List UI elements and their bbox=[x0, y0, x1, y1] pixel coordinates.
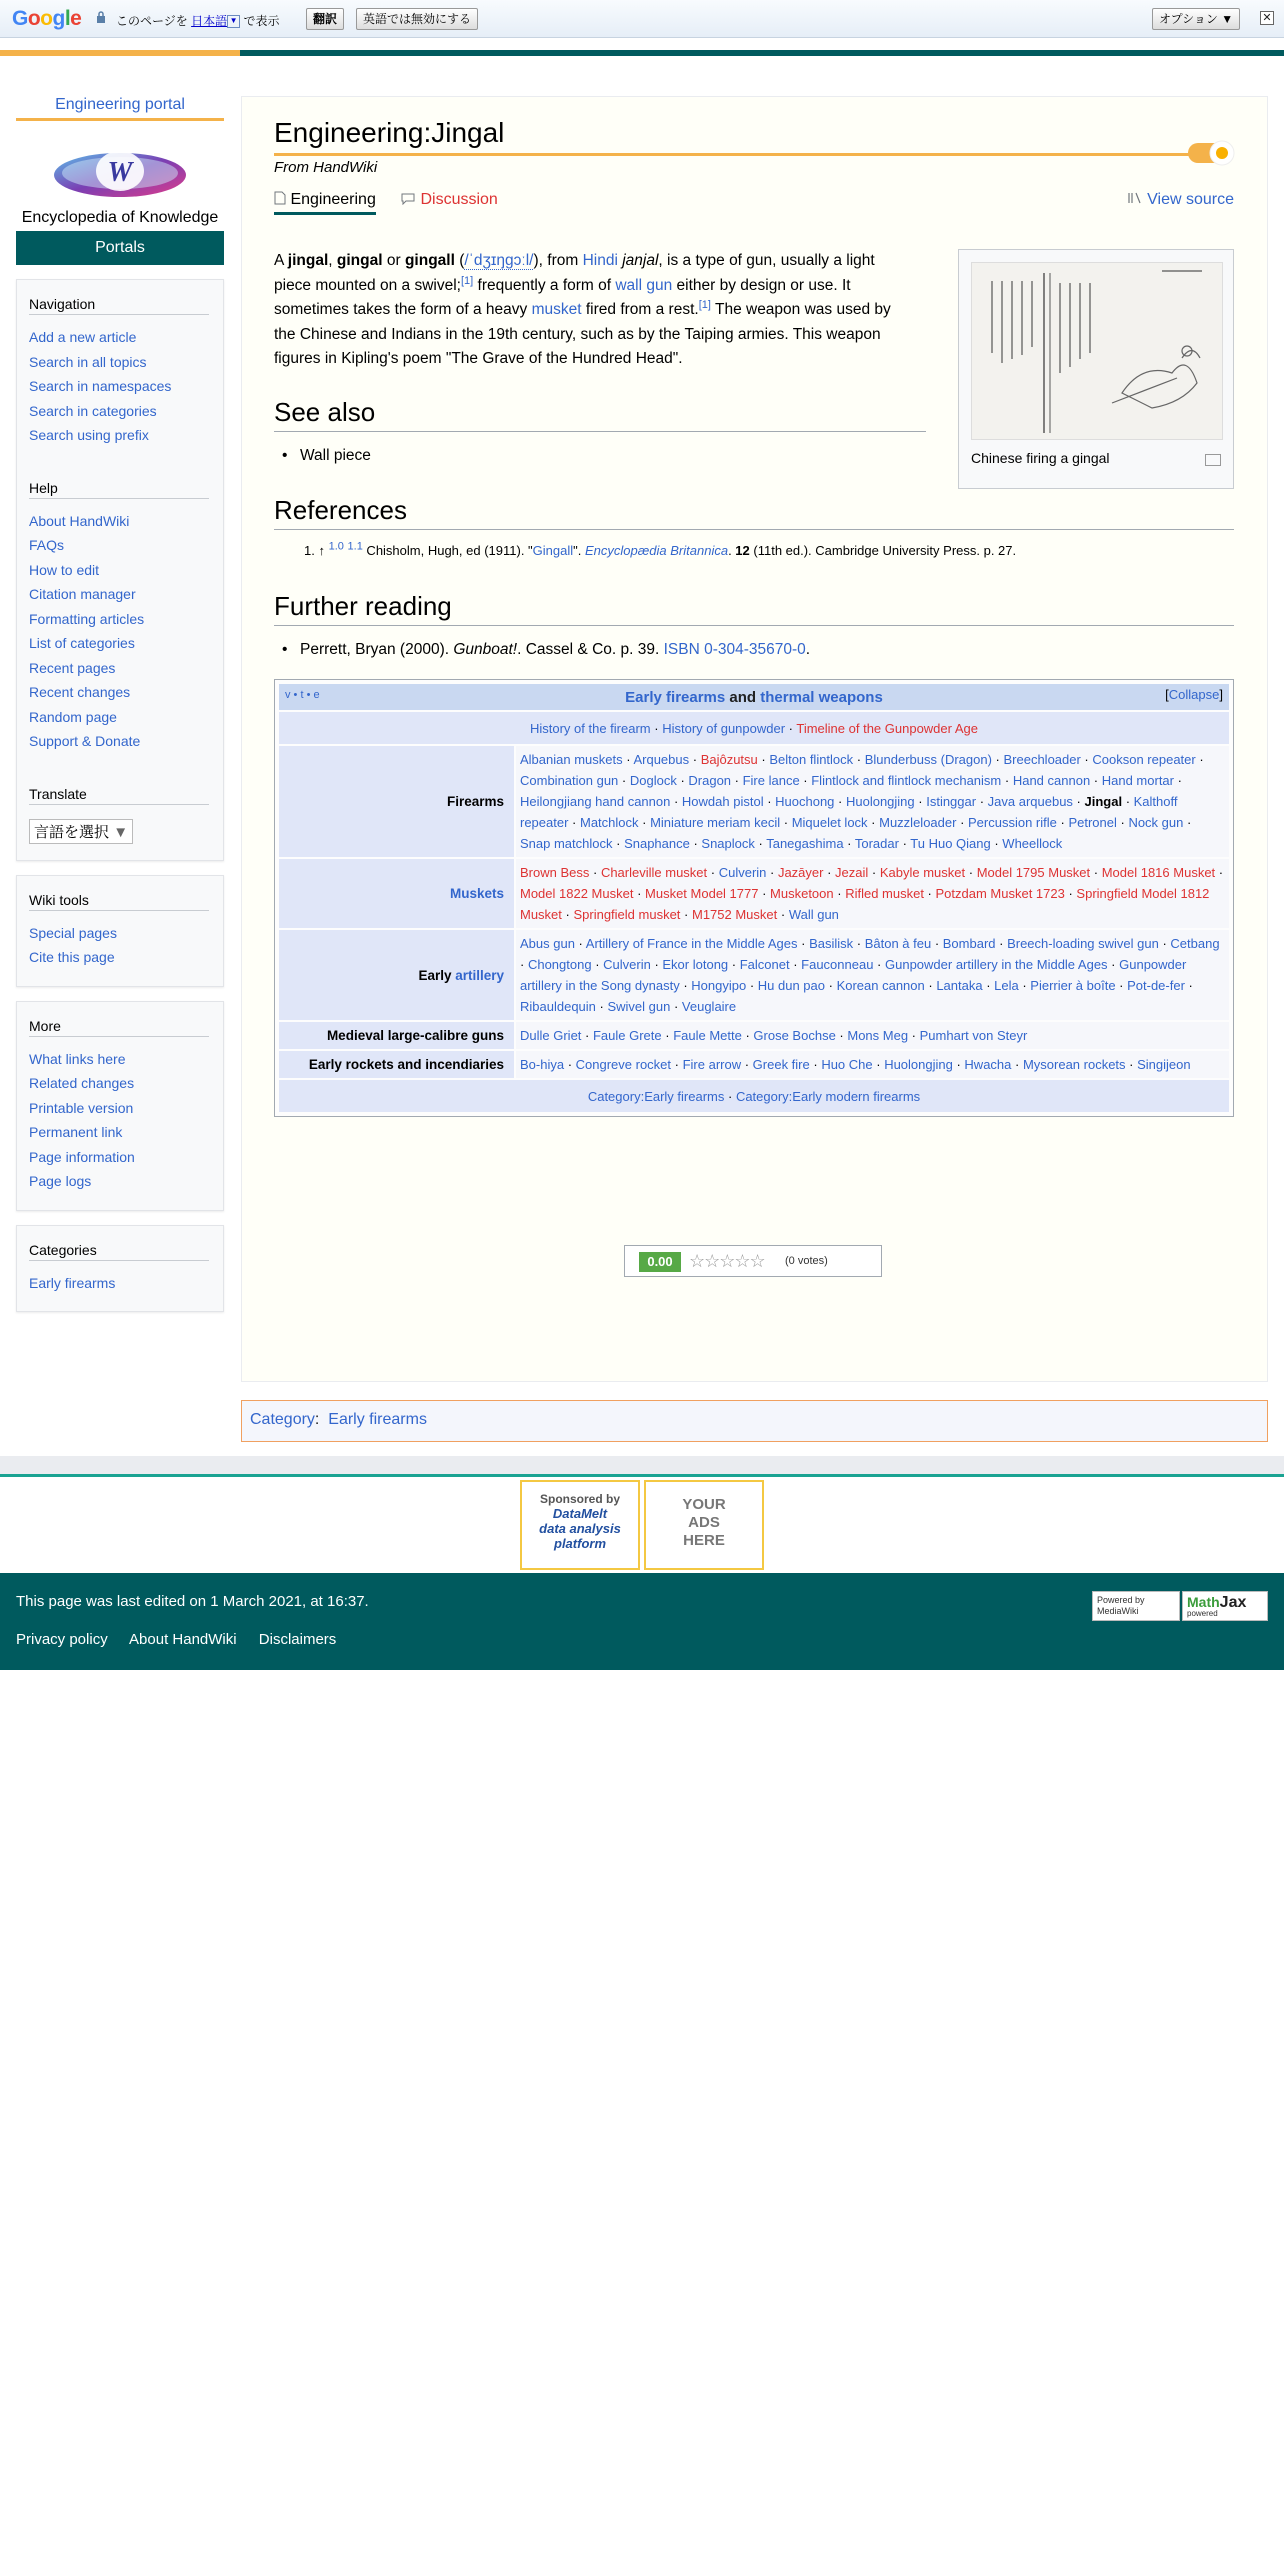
navbox-group-link[interactable]: Muskets bbox=[449, 886, 504, 901]
navbox-item-link[interactable]: Swivel gun bbox=[607, 999, 671, 1014]
navbox-item-link[interactable]: Huo Che bbox=[821, 1057, 873, 1072]
about-handwiki-link[interactable]: About HandWiki bbox=[129, 1631, 237, 1648]
navigation-heading: Navigation bbox=[29, 296, 209, 315]
navbox-item-link[interactable]: Springfield musket bbox=[573, 907, 681, 922]
sidebar-item-permanent-link[interactable]: Permanent link bbox=[29, 1124, 123, 1140]
navbox-item-link[interactable]: Tanegashima bbox=[766, 836, 844, 851]
sidebar-item-random-page[interactable]: Random page bbox=[29, 708, 117, 725]
page-icon bbox=[274, 191, 286, 205]
handwiki-logo[interactable] bbox=[50, 143, 190, 207]
navbox-group-label: Firearms bbox=[279, 746, 514, 857]
navbox-item-link[interactable]: Rifled musket bbox=[845, 886, 924, 901]
navbox-item-link[interactable]: Wheellock bbox=[1002, 836, 1063, 851]
navbox-item-link[interactable]: Breech-loading swivel gun bbox=[1007, 936, 1159, 951]
sidebar-more-box bbox=[16, 1001, 224, 1211]
navbox-item-link[interactable]: Pot-de-fer bbox=[1127, 978, 1185, 993]
discussion-icon bbox=[400, 191, 416, 205]
navbox-item-link[interactable]: Model 1822 Musket bbox=[520, 886, 634, 901]
gingall-link[interactable]: Gingall bbox=[532, 543, 574, 558]
navbox-row bbox=[279, 1022, 1229, 1049]
portals-button[interactable]: Portals bbox=[16, 231, 224, 265]
navbox-item-link[interactable]: Congreve rocket bbox=[575, 1057, 672, 1072]
top-band bbox=[0, 50, 1284, 56]
navbox-item-link[interactable]: Musketoon bbox=[770, 886, 834, 901]
sidebar-item-search-all[interactable]: Search in all topics bbox=[29, 353, 147, 370]
navbox-item-link[interactable]: Kalthoff repeater bbox=[520, 794, 1178, 830]
sidebar-item-search-categories[interactable]: Search in categories bbox=[29, 402, 157, 419]
navbox-row bbox=[279, 859, 1229, 928]
navbox-item-link[interactable]: Snap matchlock bbox=[520, 836, 613, 851]
navbox-item-link[interactable]: Jezail bbox=[835, 865, 869, 880]
sidebar bbox=[16, 96, 224, 1312]
musket-link[interactable]: musket bbox=[531, 301, 582, 318]
from-handwiki: From HandWiki bbox=[274, 159, 378, 176]
navbox-current-item: Jingal bbox=[1084, 794, 1123, 809]
last-edited: This page was last edited on 1 March 2021, at 16:37. bbox=[16, 1593, 369, 1610]
navbox-item-link[interactable]: Pumhart von Steyr bbox=[919, 1028, 1028, 1043]
navbox-item-link[interactable]: Hu dun pao bbox=[757, 978, 825, 993]
navbox-item-link[interactable]: Albanian muskets bbox=[520, 752, 623, 767]
article-intro: A jingal, gingal or gingall (/ˈdʒɪŋɡɔːl/), from Hindi janjal, is a type of gun, usually a light piece mounted on a swivel;[1] frequently a form of wall gun either by design or use. It sometimes takes the form of a heavy musket fired from a rest.[1] The weapon was used by the Chinese and Indians in the 19th century, such as by the Taiping armies. This weapon figures in Kipling's poem "The Grave of the Hundred Head". bbox=[274, 252, 891, 367]
navbox-item-link[interactable]: Bajôzutsu bbox=[700, 752, 758, 767]
navbox-item-link[interactable]: Heilongjiang hand cannon bbox=[520, 794, 671, 809]
options-button[interactable]: オプション ▼ bbox=[1152, 8, 1240, 30]
navbox-title-link-thermal-weapons[interactable]: thermal weapons bbox=[760, 688, 883, 706]
datamelt-ad[interactable]: Sponsored by DataMelt data analysis platform bbox=[520, 1480, 640, 1570]
navbox-item-link[interactable]: Model 1816 Musket bbox=[1101, 865, 1216, 880]
sidebar-categories-box bbox=[16, 1225, 224, 1313]
navbox-item-link[interactable]: Dulle Griet bbox=[520, 1028, 582, 1043]
navbox bbox=[274, 679, 1234, 1117]
sidebar-item-printable[interactable]: Printable version bbox=[29, 1099, 134, 1116]
navbox-item-link[interactable]: Pierrier à boîte bbox=[1030, 978, 1116, 993]
navbox-item-link[interactable]: Muzzleloader bbox=[879, 815, 957, 830]
rating-votes: (0 votes) bbox=[785, 1255, 828, 1267]
navbox-group-label: Early artillery bbox=[279, 930, 514, 1020]
your-ads-here[interactable]: YOUR ADS HERE bbox=[644, 1480, 764, 1570]
navbox-item-link[interactable]: Fire lance bbox=[742, 773, 800, 788]
navbox-item-link[interactable]: Jazāyer bbox=[777, 865, 824, 880]
navbox-item-link[interactable]: Lantaka bbox=[936, 978, 983, 993]
navbox-item-link[interactable]: Cetbang bbox=[1170, 936, 1220, 951]
rating-widget bbox=[624, 1245, 882, 1277]
category-links: Category: Early firearms bbox=[241, 1400, 1268, 1442]
page-tabs bbox=[274, 191, 1234, 217]
navbox-item-link[interactable]: Blunderbuss (Dragon) bbox=[864, 752, 992, 767]
navbox-group-label bbox=[279, 859, 514, 928]
mathjax-badge[interactable]: MathJax powered bbox=[1182, 1591, 1268, 1621]
translate-heading: Translate bbox=[29, 786, 209, 805]
sidebar-item-support[interactable]: Support & Donate bbox=[29, 733, 141, 749]
enlarge-icon[interactable] bbox=[1205, 454, 1221, 466]
navbox-item-link[interactable]: Miquelet lock bbox=[791, 815, 868, 830]
navbox-item-link[interactable]: Abus gun bbox=[520, 936, 575, 951]
page-title: Engineering:Jingal bbox=[274, 117, 505, 148]
sidebar-item-early-firearms[interactable]: Early firearms bbox=[29, 1274, 116, 1291]
sidebar-item-related-changes[interactable]: Related changes bbox=[29, 1075, 135, 1091]
footer bbox=[0, 1573, 1284, 1670]
sidebar-item-search-prefix[interactable]: Search using prefix bbox=[29, 427, 149, 443]
navbox-item-link[interactable]: Faule Mette bbox=[673, 1028, 742, 1043]
hindi-link[interactable]: Hindi bbox=[582, 252, 618, 269]
navbox-item-link[interactable]: Gunpowder artillery in the Song dynasty bbox=[520, 957, 1187, 993]
lock-icon bbox=[96, 11, 106, 23]
sidebar-item-special-pages[interactable]: Special pages bbox=[29, 924, 117, 941]
navbox-list: Bo-hiya · Congreve rocket · Fire arrow · Greek fire · Huo Che · Huolongjing · Hwacha · Mysorean rockets · Singijeon bbox=[516, 1051, 1229, 1078]
navbox-item-link[interactable]: Chongtong bbox=[527, 957, 592, 972]
navbox-item-link[interactable]: Arquebus bbox=[633, 752, 690, 767]
navbox-below: Category:Early firearms · Category:Early modern firearms bbox=[279, 1080, 1229, 1112]
navbox-item-link[interactable]: Springfield Model 1812 Musket bbox=[520, 886, 1210, 922]
navbox-list: Brown Bess · Charleville musket · Culverin · Jazāyer · Jezail · Kabyle musket · Model 1795 Musket · Model 1816 Musket · Model 1822 Musket · Musket Model 1777 · Musketoon · Rifled musket · Potzdam Musket 1723 · Springfield Model 1812 Musket · Springfield musket · M1752 Musket · Wall gun bbox=[516, 859, 1229, 928]
britannica-link[interactable]: Encyclopædia Britannica bbox=[584, 543, 729, 558]
navbox-item-link[interactable]: Hongyipo bbox=[691, 978, 747, 993]
navbox-item-link[interactable]: Percussion rifle bbox=[968, 815, 1057, 830]
wall-gun-link[interactable]: wall gun bbox=[615, 276, 673, 294]
sidebar-item-faqs[interactable]: FAQs bbox=[29, 537, 65, 553]
translate-button[interactable]: 翻訳 bbox=[306, 8, 344, 30]
navbox-row bbox=[279, 746, 1229, 857]
navbox-above-link[interactable]: History of gunpowder bbox=[662, 720, 786, 736]
navbox-item-link[interactable]: Howdah pistol bbox=[681, 794, 764, 809]
navbox-item-link[interactable]: Model 1795 Musket bbox=[976, 865, 1091, 880]
navbox-vte[interactable]: v • t • e bbox=[285, 689, 320, 701]
navbox-item-link[interactable]: Greek fire bbox=[752, 1057, 810, 1072]
navbox-item-link[interactable]: Mysorean rockets bbox=[1022, 1057, 1126, 1072]
sidebar-item-search-namespaces[interactable]: Search in namespaces bbox=[29, 378, 172, 394]
navbox-item-link[interactable]: Istinggar bbox=[926, 794, 977, 809]
navbox-above-link[interactable]: History of the firearm bbox=[529, 720, 651, 736]
categories-heading: Categories bbox=[29, 1242, 209, 1261]
navbox-category-link[interactable]: Category:Early firearms bbox=[587, 1088, 725, 1104]
navbox-item-link[interactable]: Bâton à feu bbox=[864, 936, 932, 951]
sidebar-item-cite-page[interactable]: Cite this page bbox=[29, 949, 115, 965]
navbox-item-link[interactable]: Matchlock bbox=[579, 815, 639, 830]
translate-message: このページを 日本語 ▼ で表示 bbox=[116, 14, 280, 28]
sidebar-item-how-to-edit[interactable]: How to edit bbox=[29, 561, 100, 578]
navbox-item-link[interactable]: Doglock bbox=[629, 773, 677, 788]
sidebar-item-recent-changes[interactable]: Recent changes bbox=[29, 684, 131, 700]
navbox-item-link[interactable]: Snaplock bbox=[701, 836, 755, 851]
navbox-item-link[interactable]: Brown Bess bbox=[520, 865, 590, 880]
navbox-item-link[interactable]: Cookson repeater bbox=[1092, 752, 1196, 767]
engineering-portal-link[interactable]: Engineering portal bbox=[16, 96, 224, 121]
navbox-item-link[interactable]: Belton flintlock bbox=[769, 752, 854, 767]
references-heading: References bbox=[274, 495, 407, 525]
navbox-item-link[interactable]: Wall gun bbox=[788, 907, 839, 922]
mediawiki-badge[interactable]: Powered by MediaWiki bbox=[1092, 1591, 1180, 1621]
navbox-above: History of the firearm · History of gunpowder · Timeline of the Gunpowder Age bbox=[279, 712, 1229, 744]
navbox-item-link[interactable]: Tu Huo Qiang bbox=[910, 836, 991, 851]
navbox-group-label: Medieval large-calibre guns bbox=[279, 1022, 514, 1049]
sidebar-wikitools-box bbox=[16, 875, 224, 987]
navbox-row bbox=[279, 930, 1229, 1020]
see-also-heading: See also bbox=[274, 397, 376, 427]
navbox-item-link[interactable]: Toradar bbox=[854, 836, 899, 851]
navbox-item-link[interactable]: Hand cannon bbox=[1012, 773, 1091, 788]
ipa-link[interactable]: /ˈdʒɪŋɡɔːl/ bbox=[464, 252, 534, 269]
language-select[interactable]: 言語を選択 ▼ bbox=[29, 819, 133, 844]
navbox-item-link[interactable]: Potzdam Musket 1723 bbox=[935, 886, 1065, 901]
navbox-row bbox=[279, 1051, 1229, 1078]
navbox-item-link[interactable]: Falconet bbox=[739, 957, 790, 972]
navbox-item-link[interactable]: Flintlock and flintlock mechanism bbox=[811, 773, 1002, 788]
navbox-item-link[interactable]: Snaphance bbox=[624, 836, 690, 851]
navbox-item-link[interactable]: Miniature meriam kecil bbox=[650, 815, 781, 830]
wikitools-heading: Wiki tools bbox=[29, 892, 209, 911]
sidebar-item-about[interactable]: About HandWiki bbox=[29, 512, 130, 529]
sidebar-item-citation-manager[interactable]: Citation manager bbox=[29, 586, 136, 602]
more-heading: More bbox=[29, 1018, 209, 1037]
navbox-item-link[interactable]: Gunpowder artillery in the Middle Ages bbox=[885, 957, 1108, 972]
navbox-item-link[interactable]: Musket Model 1777 bbox=[645, 886, 759, 901]
sidebar-item-add-article[interactable]: Add a new article bbox=[29, 329, 137, 345]
navbox-item-link[interactable]: Petronel bbox=[1068, 815, 1117, 830]
navbox-item-link[interactable]: M1752 Musket bbox=[691, 907, 778, 922]
navbox-group-label: Early rockets and incendiaries bbox=[279, 1051, 514, 1078]
sidebar-item-list-categories[interactable]: List of categories bbox=[29, 635, 135, 651]
rating-score: 0.00 bbox=[639, 1252, 681, 1272]
backref-link[interactable]: 1.1 bbox=[347, 540, 363, 553]
further-reading-heading: Further reading bbox=[274, 591, 452, 621]
star-rating-icons[interactable]: ☆☆☆☆☆ bbox=[689, 1251, 765, 1271]
navbox-item-link[interactable]: Lela bbox=[994, 978, 1019, 993]
navbox-item-link[interactable]: Huolongjing bbox=[845, 794, 915, 809]
navbox-group-link[interactable]: artillery bbox=[455, 967, 504, 983]
navbox-item-link[interactable]: Mons Meg bbox=[847, 1028, 909, 1043]
dropdown-icon[interactable]: ▼ bbox=[227, 15, 240, 28]
category-label-link[interactable]: Category bbox=[250, 1411, 315, 1428]
source-icon bbox=[1127, 191, 1143, 205]
navbox-item-link[interactable]: Charleville musket bbox=[600, 865, 708, 880]
navbox-item-link[interactable]: Faule Grete bbox=[592, 1028, 662, 1043]
gingal-image[interactable] bbox=[971, 262, 1223, 440]
privacy-policy-link[interactable]: Privacy policy bbox=[16, 1631, 108, 1648]
language-dropdown[interactable]: 日本語 bbox=[191, 14, 228, 28]
view-source-tab[interactable]: View source bbox=[1127, 191, 1234, 209]
navbox-category-link[interactable]: Category:Early modern firearms bbox=[735, 1088, 921, 1104]
navbox-item-link[interactable]: Huochong bbox=[775, 794, 835, 809]
citation-link[interactable]: [1] bbox=[698, 298, 711, 311]
disable-english-button[interactable]: 英語では無効にする bbox=[356, 8, 478, 30]
navbox-item-link[interactable]: Ribauldequin bbox=[520, 999, 596, 1014]
footer-links bbox=[16, 1631, 354, 1648]
title-underline bbox=[274, 153, 1194, 156]
backref-link[interactable]: 1.0 bbox=[328, 540, 344, 553]
navbox-above-link[interactable]: Timeline of the Gunpowder Age bbox=[796, 720, 979, 736]
navbox-item-link[interactable]: Bo-hiya bbox=[520, 1057, 565, 1072]
citation-link[interactable]: [1] bbox=[460, 274, 474, 287]
sidebar-item-recent-pages[interactable]: Recent pages bbox=[29, 659, 116, 676]
navbox-item-link[interactable]: Hwacha bbox=[964, 1057, 1012, 1072]
navbox-item-link[interactable]: Nock gun bbox=[1128, 815, 1184, 830]
list-item: • Perrett, Bryan (2000). Gunboat!. Cassel & Co. p. 39. ISBN 0-304-35670-0. bbox=[300, 641, 810, 659]
close-icon[interactable]: ✕ bbox=[1260, 11, 1274, 25]
category-early-firearms-link[interactable]: Early firearms bbox=[328, 1411, 427, 1428]
encyclopedia-label: Encyclopedia of Knowledge bbox=[21, 209, 219, 226]
sidebar-item-page-info[interactable]: Page information bbox=[29, 1148, 135, 1165]
reference-item: 1. ↑ $^{1.0}$ $^{1.1}$ Chisholm, Hugh, ed (1911). "Gingall". Encyclopædia Britannica. 12 (11th ed.). Cambridge University Press. p. 27. bbox=[304, 540, 1017, 558]
navbox-item-link[interactable]: Bombard bbox=[942, 936, 996, 951]
navbox-item-link[interactable]: Fauconneau bbox=[801, 957, 874, 972]
figure-thumbnail bbox=[958, 249, 1234, 489]
navbox-item-link[interactable]: Artillery of France in the Middle Ages bbox=[585, 936, 798, 951]
navbox-item-link[interactable]: Veuglaire bbox=[681, 999, 737, 1014]
google-logo: Google bbox=[12, 7, 82, 30]
collapse-button[interactable]: [Collapse] bbox=[1165, 687, 1223, 702]
navbox-item-link[interactable]: Fire arrow bbox=[682, 1057, 742, 1072]
navbox-list: Albanian muskets · Arquebus · Bajôzutsu · Belton flintlock · Blunderbuss (Dragon) · Breechloader · Cookson repeater · Combination gun · Doglock · Dragon · Fire lance · Flintlock and flintlock mechanism · Hand cannon · Hand mortar · Heilongjiang hand cannon · Howdah pistol · Huochong · Huolongjing · Istinggar · Java arquebus · Jingal · Kalthoff repeater · Matchlock · Miniature meriam kecil · Miquelet lock · Muzzleloader · Percussion rifle · Petronel · Nock gun · Snap matchlock · Snaphance · Snaplock · Tanegashima · Toradar · Tu Huo Qiang · Wheellock bbox=[516, 746, 1229, 857]
translate-bar bbox=[0, 0, 1284, 38]
navbox-item-link[interactable]: Korean cannon bbox=[836, 978, 925, 993]
navbox-list: Abus gun · Artillery of France in the Middle Ages · Basilisk · Bâton à feu · Bombard · Breech-loading swivel gun · Cetbang · Chongtong · Culverin · Ekor lotong · Falconet · Fauconneau · Gunpowder artillery in the Middle Ages · Gunpowder artillery in the Song dynasty · Hongyipo · Hu dun pao · Korean cannon · Lantaka · Lela · Pierrier à boîte · Pot-de-fer · Ribauldequin · Swivel gun · Veuglaire bbox=[516, 930, 1229, 1020]
navbox-item-link[interactable]: Breechloader bbox=[1003, 752, 1081, 767]
navbox-item-link[interactable]: Combination gun bbox=[520, 773, 619, 788]
navbox-list: Dulle Griet · Faule Grete · Faule Mette · Grose Bochse · Mons Meg · Pumhart von Steyr bbox=[516, 1022, 1229, 1049]
navbox-item-link[interactable]: Hand mortar bbox=[1101, 773, 1174, 788]
sidebar-navigation-box bbox=[16, 279, 224, 861]
tab-engineering[interactable]: Engineering bbox=[274, 191, 376, 215]
chevron-down-icon: ▼ bbox=[113, 823, 129, 841]
navbox-item-link[interactable]: Culverin bbox=[603, 957, 651, 972]
navbox-item-link[interactable]: Singijeon bbox=[1137, 1057, 1191, 1072]
navbox-item-link[interactable]: Java arquebus bbox=[987, 794, 1073, 809]
tab-discussion[interactable]: Discussion bbox=[400, 191, 498, 209]
sidebar-item-page-logs[interactable]: Page logs bbox=[29, 1173, 92, 1189]
navbox-item-link[interactable]: Grose Bochse bbox=[753, 1028, 836, 1043]
theme-toggle[interactable] bbox=[1186, 137, 1236, 169]
sidebar-item-formatting[interactable]: Formatting articles bbox=[29, 610, 145, 627]
navbox-item-link[interactable]: Kabyle musket bbox=[879, 865, 966, 880]
svg-text:W: W bbox=[107, 157, 133, 188]
navbox-item-link[interactable]: Culverin bbox=[718, 865, 767, 880]
disclaimers-link[interactable]: Disclaimers bbox=[258, 1631, 337, 1648]
navbox-title-link-early-firearms[interactable]: Early firearms bbox=[625, 688, 726, 706]
help-heading: Help bbox=[29, 480, 209, 499]
navbox-item-link[interactable]: Huolongjing bbox=[884, 1057, 953, 1072]
navbox-title: v • t • e Early firearms and thermal weapons [Collapse] bbox=[279, 684, 1229, 710]
list-item[interactable]: • Wall piece bbox=[300, 447, 371, 465]
navbox-item-link[interactable]: Dragon bbox=[688, 773, 732, 788]
isbn-link[interactable]: ISBN 0-304-35670-0 bbox=[663, 641, 806, 658]
main-content bbox=[241, 96, 1268, 1382]
sidebar-item-what-links-here[interactable]: What links here bbox=[29, 1050, 126, 1067]
navbox-item-link[interactable]: Basilisk bbox=[809, 936, 854, 951]
figure-caption: Chinese firing a gingal bbox=[971, 450, 1110, 466]
navbox-item-link[interactable]: Ekor lotong bbox=[662, 957, 729, 972]
